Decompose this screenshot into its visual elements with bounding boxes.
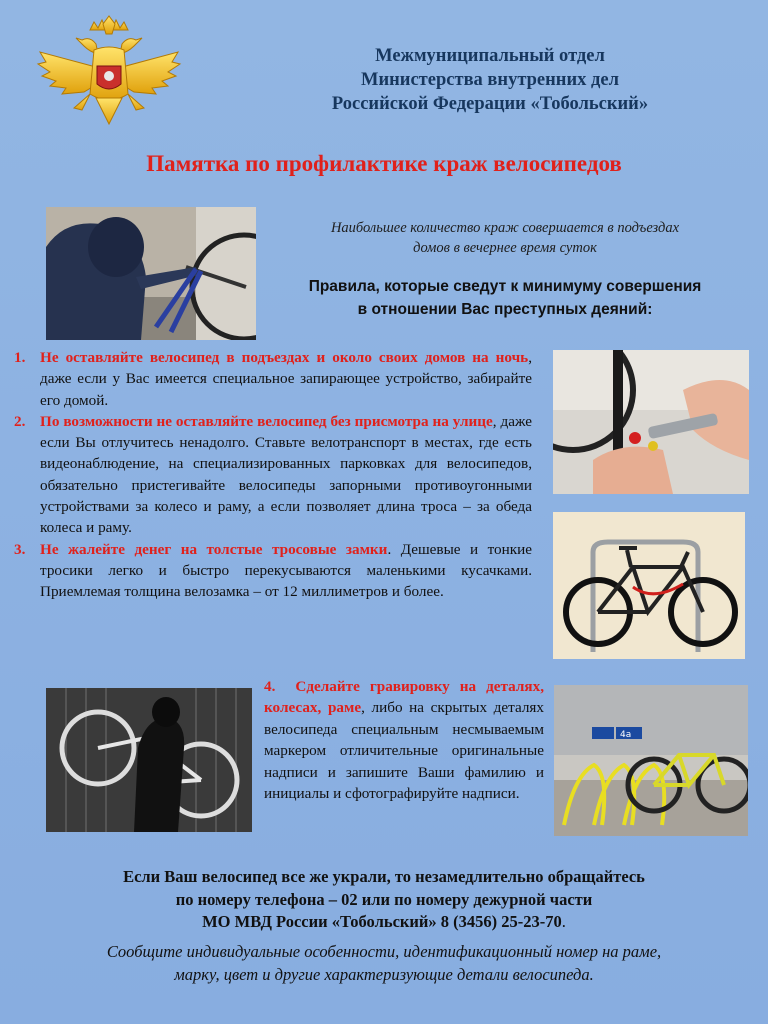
rule-highlight: Сделайте гравировку на деталях, колесах, раме	[264, 678, 544, 717]
rule-text: . Дешевые и тонкие тросики легко и быстро перекусываются маленькими кусачками. Приемлемая толщина велозамка – от 12 миллиметров и более.	[40, 540, 533, 601]
rule-number: 3.	[14, 540, 26, 558]
mvd-eagle-emblem-icon	[34, 14, 184, 136]
note-line-2: марку, цвет и другие характеризующие детали велосипеда.	[174, 965, 594, 984]
contact-phone: МО МВД России «Тобольский» 8 (3456) 25-23-70	[202, 912, 562, 931]
rules-list	[14, 347, 532, 603]
note-line-1: Сообщите индивидуальные особенности, идентификационный номер на раме,	[106, 942, 662, 961]
intro-line-2: домов в вечернее время суток	[413, 240, 597, 256]
rule-text: , либо на скрытых деталях велосипеда специальным несмываемым маркером отличительные оригинальные надписи и запишите Ваши фамилию и инициалы и сфотографируйте надписи.	[264, 699, 544, 803]
rule-number: 4.	[264, 678, 276, 695]
intro-text	[270, 218, 740, 258]
rule-number: 1.	[14, 349, 26, 366]
contact-info	[0, 866, 768, 934]
additional-note	[20, 940, 748, 986]
rule-highlight: Не жалейте денег на толстые тросовые замки	[40, 540, 388, 558]
rule-highlight: Не оставляйте велосипед в подъездах и около своих домов на ночь	[40, 349, 529, 366]
rule-item	[14, 411, 532, 539]
rules-heading-line-2: в отношении Вас преступных деяний:	[357, 301, 653, 318]
photo-bike-on-rack	[553, 512, 745, 659]
contact-line-3-end: .	[561, 912, 566, 931]
header-line-1: Межмуниципальный отдел	[375, 46, 605, 66]
rule-item	[14, 539, 532, 603]
photo-bike-parking	[554, 685, 748, 836]
rule-text: , даже если у Вас имеется специальное запирающее устройство, забирайте его домой.	[40, 349, 532, 409]
contact-line-2: по номеру телефона – 02 или по номеру дежурной части	[175, 889, 593, 909]
rule-item	[14, 347, 532, 411]
department-header	[290, 44, 690, 116]
rule-text: , даже если Вы отлучитесь ненадолго. Ставьте велотранспорт в местах, где есть видеонаблюдение, на специализированных парковках для велосипедов, обязательно пристегивайте велосипеды запорными противоугонными устройствами за колесо и раму, а если позволяет длина троса – за обеда колеса и раму.	[40, 412, 532, 537]
header-line-3: Российской Федерации «Тобольский»	[331, 94, 649, 114]
contact-line-1: Если Ваш велосипед все же украли, то незамедлительно обращайтесь	[123, 867, 645, 886]
rule-highlight: По возможности не оставляйте велосипед без присмотра на улице	[40, 412, 493, 430]
rules-heading	[270, 275, 740, 321]
photo-man-stealing-bike	[46, 688, 252, 832]
photo-hands-multitool	[553, 350, 749, 494]
page-title: Памятка по профилактике краж велосипедов	[146, 151, 622, 176]
photo-thief-cutting-lock	[46, 207, 256, 340]
header-line-2: Министерства внутренних дел	[361, 70, 619, 90]
parking-sign-text: 4a	[620, 730, 632, 740]
rules-heading-line-1: Правила, которые сведут к минимуму совершения	[308, 278, 702, 295]
rule-number: 2.	[14, 412, 26, 430]
rule-item-4	[264, 676, 544, 804]
intro-line-1: Наибольшее количество краж совершается в подъездах	[330, 220, 680, 236]
